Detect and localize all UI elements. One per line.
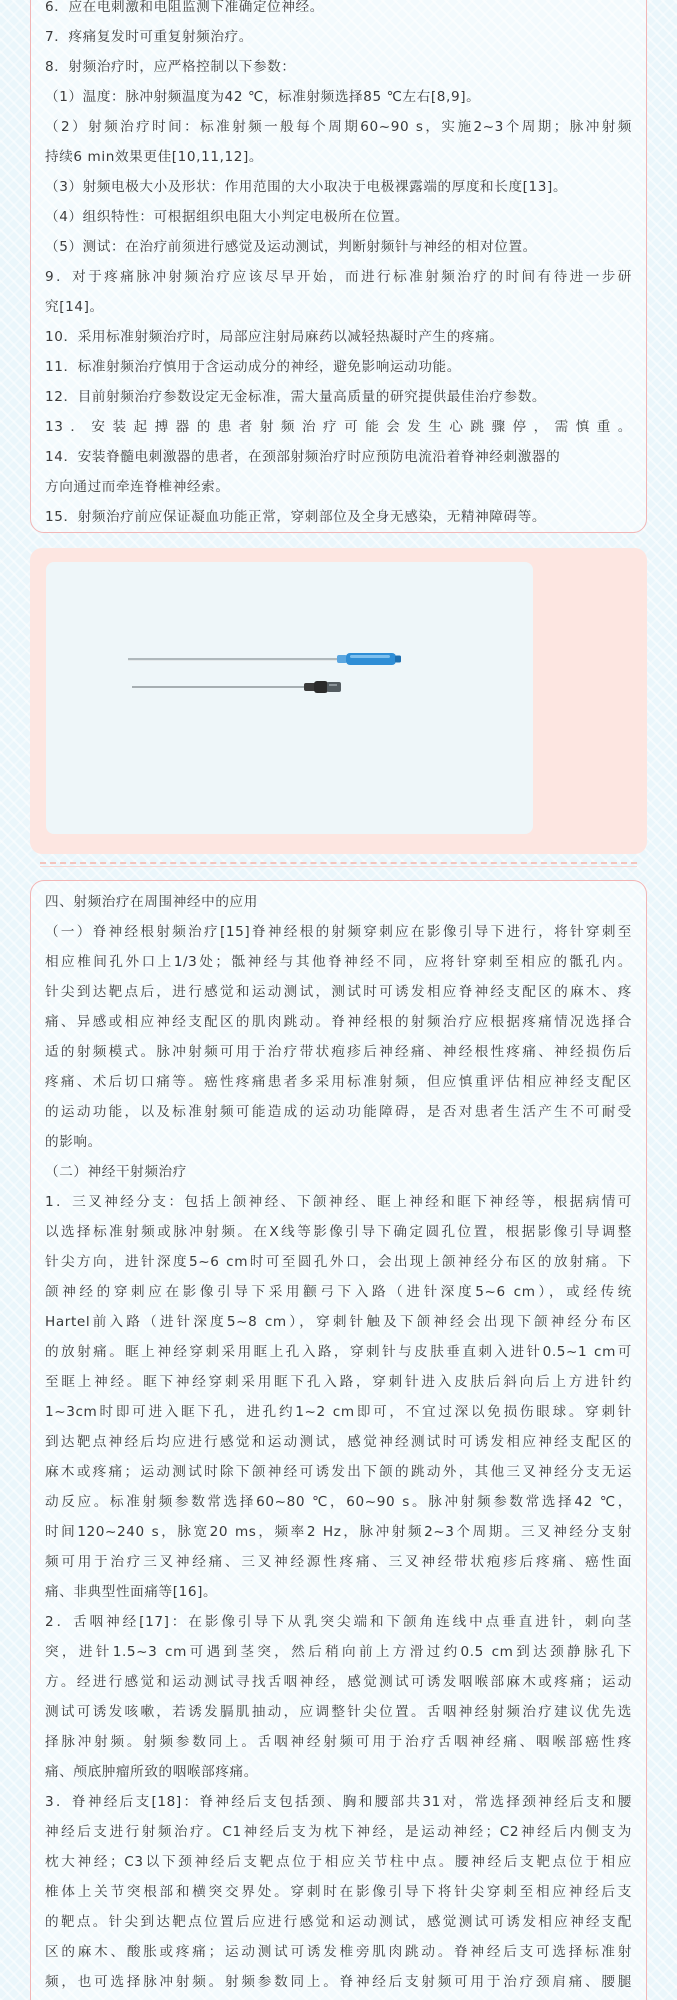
text-line: 麻木或疼痛；运动测试时除下颌神经可诱发出下颌的跳动外，其他三叉神经分支无运 bbox=[45, 1464, 632, 1480]
text-line: 的运动功能，以及标准射频可能造成的运动功能障碍，是否对患者生活产生不可耐受 bbox=[45, 1104, 632, 1120]
text-line: 方向通过而牵连脊椎神经索。 bbox=[45, 479, 230, 495]
text-line: 方。经进行感觉和运动测试寻找舌咽神经，感觉测试可诱发咽喉部麻木或疼痛；运动 bbox=[45, 1674, 632, 1690]
text-line: 1．三叉神经分支：包括上颌神经、下颌神经、眶上神经和眶下神经等，根据病情可 bbox=[45, 1194, 632, 1210]
text-line: 针尖方向，进针深度5~6 cm时可至圆孔外口，会出现上颌神经分布区的放射痛。下 bbox=[45, 1254, 632, 1270]
radiofrequency-needle-photo bbox=[46, 562, 533, 834]
section-body bbox=[45, 881, 632, 1997]
text-line: 测试可诱发咳嗽，若诱发膈肌抽动，应调整针尖位置。舌咽神经射频治疗建议优先选 bbox=[45, 1704, 632, 1720]
text-line: 相应椎间孔外口上1/3处；骶神经与其他脊神经不同，应将针穿刺至相应的骶孔内。 bbox=[45, 954, 632, 970]
text-line: 痛、非典型性面痛等[16]。 bbox=[45, 1584, 218, 1600]
text-line: 枕大神经；C3以下颈神经后支靶点位于相应关节柱中点。腰神经后支靶点位于相应 bbox=[45, 1854, 632, 1870]
text-line: 10．采用标准射频治疗时，局部应注射局麻药以减轻热凝时产生的疼痛。 bbox=[45, 329, 504, 345]
text-line: 以选择标准射频或脉冲射频。在X线等影像引导下确定圆孔位置，根据影像引导调整 bbox=[45, 1224, 632, 1240]
text-line: 颌神经的穿刺应在影像引导下采用颧弓下入路（进针深度5~6 cm），或经传统 bbox=[45, 1284, 632, 1300]
text-line: 究[14]。 bbox=[45, 299, 104, 315]
text-line: 1~3cm时即可进入眶下孔，进孔约1~2 cm即可，不宜过深以免损伤眼球。穿刺针 bbox=[45, 1404, 632, 1420]
text-line: （5）测试：在治疗前须进行感觉及运动测试，判断射频针与神经的相对位置。 bbox=[45, 239, 537, 255]
text-line: 8．射频治疗时，应严格控制以下参数： bbox=[45, 59, 296, 75]
text-line: 7．疼痛复发时可重复射频治疗。 bbox=[45, 29, 253, 45]
text-line: 时间120~240 s，脉宽20 ms，频率2 Hz，脉冲射频2~3个周期。三叉神经分支射 bbox=[45, 1524, 632, 1540]
text-line: 择脉冲射频。射频参数同上。舌咽神经射频可用于治疗舌咽神经痛、咽喉部癌性疼 bbox=[45, 1734, 632, 1750]
text-line: 持续6 min效果更佳[10,11,12]。 bbox=[45, 149, 264, 165]
text-line: 9．对于疼痛脉冲射频治疗应该尽早开始，而进行标准射频治疗的时间有待进一步研 bbox=[45, 269, 632, 285]
text-line: （3）射频电极大小及形状：作用范围的大小取决于电极裸露端的厚度和长度[13]。 bbox=[45, 179, 568, 195]
text-line: 11．标准射频治疗慎用于含运动成分的神经，避免影响运动功能。 bbox=[45, 359, 461, 375]
text-line: （1）温度：脉冲射频温度为42 ℃，标准射频选择85 ℃左右[8,9]。 bbox=[45, 89, 481, 105]
notes-list bbox=[45, 0, 632, 532]
peripheral-nerve-card bbox=[30, 880, 647, 2000]
text-line: 神经后支进行射频治疗。C1神经后支为枕下神经，是运动神经；C2神经后内侧支为 bbox=[45, 1824, 632, 1840]
section-divider-line bbox=[40, 866, 637, 867]
text-line: Hartel前入路（进针深度5~8 cm），穿刺针触及下颌神经会出现下颌神经分布区 bbox=[45, 1314, 632, 1330]
text-line: （二）神经干射频治疗 bbox=[45, 1164, 187, 1180]
text-line: （4）组织特性：可根据组织电阻大小判定电极所在位置。 bbox=[45, 209, 410, 225]
text-line: 13．安装起搏器的患者射频治疗可能会发生心跳骤停，需慎重。 bbox=[45, 419, 632, 435]
text-line: 到达靶点神经后均应进行感觉和运动测试，感觉神经测试时可诱发相应神经支配区的 bbox=[45, 1434, 632, 1450]
image-panel bbox=[30, 548, 647, 854]
text-line: （一）脊神经根射频治疗[15]脊神经根的射频穿刺应在影像引导下进行，将针穿刺至 bbox=[45, 924, 632, 940]
notes-card bbox=[30, 0, 647, 533]
text-line: 至眶上神经。眶下神经穿刺采用眶下孔入路，穿刺针进入皮肤后斜向后上方进针约 bbox=[45, 1374, 632, 1390]
text-line: 突，进针1.5~3 cm可遇到茎突，然后稍向前上方滑过约0.5 cm到达颈静脉孔下 bbox=[45, 1644, 632, 1660]
text-line: 3．脊神经后支[18]：脊神经后支包括颈、胸和腰部共31对，常选择颈神经后支和腰 bbox=[45, 1794, 632, 1810]
text-line: 2．舌咽神经[17]：在影像引导下从乳突尖端和下颌角连线中点垂直进针，刺向茎 bbox=[45, 1614, 632, 1630]
text-line: 6．应在电刺激和电阻监测下准确定位神经。 bbox=[45, 0, 324, 15]
text-line: 痛、颅底肿瘤所致的咽喉部疼痛。 bbox=[45, 1764, 258, 1780]
text-line: 14．安装脊髓电刺激器的患者，在颈部射频治疗时应预防电流沿着脊神经刺激器的 bbox=[45, 449, 561, 465]
text-line: 痛、异感或相应神经支配区的肌肉跳动。脊神经根的射频治疗应根据疼痛情况选择合 bbox=[45, 1014, 632, 1030]
text-line: 15．射频治疗前应保证凝血功能正常，穿刺部位及全身无感染，无精神障碍等。 bbox=[45, 509, 547, 525]
text-line: 12．目前射频治疗参数设定无金标准，需大量高质量的研究提供最佳治疗参数。 bbox=[45, 389, 547, 405]
text-line: 适的射频模式。脉冲射频可用于治疗带状疱疹后神经痛、神经根性疼痛、神经损伤后 bbox=[45, 1044, 632, 1060]
text-line: 针尖到达靶点后，进行感觉和运动测试，测试时可诱发相应脊神经支配区的麻木、疼 bbox=[45, 984, 632, 1000]
text-line: 疼痛、术后切口痛等。癌性疼痛患者多采用标准射频，但应慎重评估相应神经支配区 bbox=[45, 1074, 632, 1090]
text-line: 四、射频治疗在周围神经中的应用 bbox=[45, 894, 258, 910]
text-line: 的影响。 bbox=[45, 1134, 102, 1150]
text-line: 椎体上关节突根部和横突交界处。穿刺时在影像引导下将针尖穿刺至相应神经后支 bbox=[45, 1884, 632, 1900]
section-divider bbox=[40, 862, 637, 864]
text-line: 频，也可选择脉冲射频。射频参数同上。脊神经后支射频可用于治疗颈肩痛、腰腿 bbox=[45, 1974, 632, 1990]
text-line: 的放射痛。眶上神经穿刺采用眶上孔入路，穿刺针与皮肤垂直刺入进针0.5~1 cm可 bbox=[45, 1344, 632, 1360]
text-line: （2）射频治疗时间：标准射频一般每个周期60~90 s，实施2~3个周期；脉冲射频 bbox=[45, 119, 632, 135]
text-line: 动反应。标准射频参数常选择60~80 ℃，60~90 s。脉冲射频参数常选择42 ℃， bbox=[45, 1494, 632, 1510]
text-line: 区的麻木、酸胀或疼痛；运动测试可诱发椎旁肌肉跳动。脊神经后支可选择标准射 bbox=[45, 1944, 632, 1960]
text-line: 的靶点。针尖到达靶点位置后应进行感觉和运动测试，感觉测试可诱发相应神经支配 bbox=[45, 1914, 632, 1930]
text-line: 频可用于治疗三叉神经痛、三叉神经源性疼痛、三叉神经带状疱疹后疼痛、癌性面 bbox=[45, 1554, 632, 1570]
